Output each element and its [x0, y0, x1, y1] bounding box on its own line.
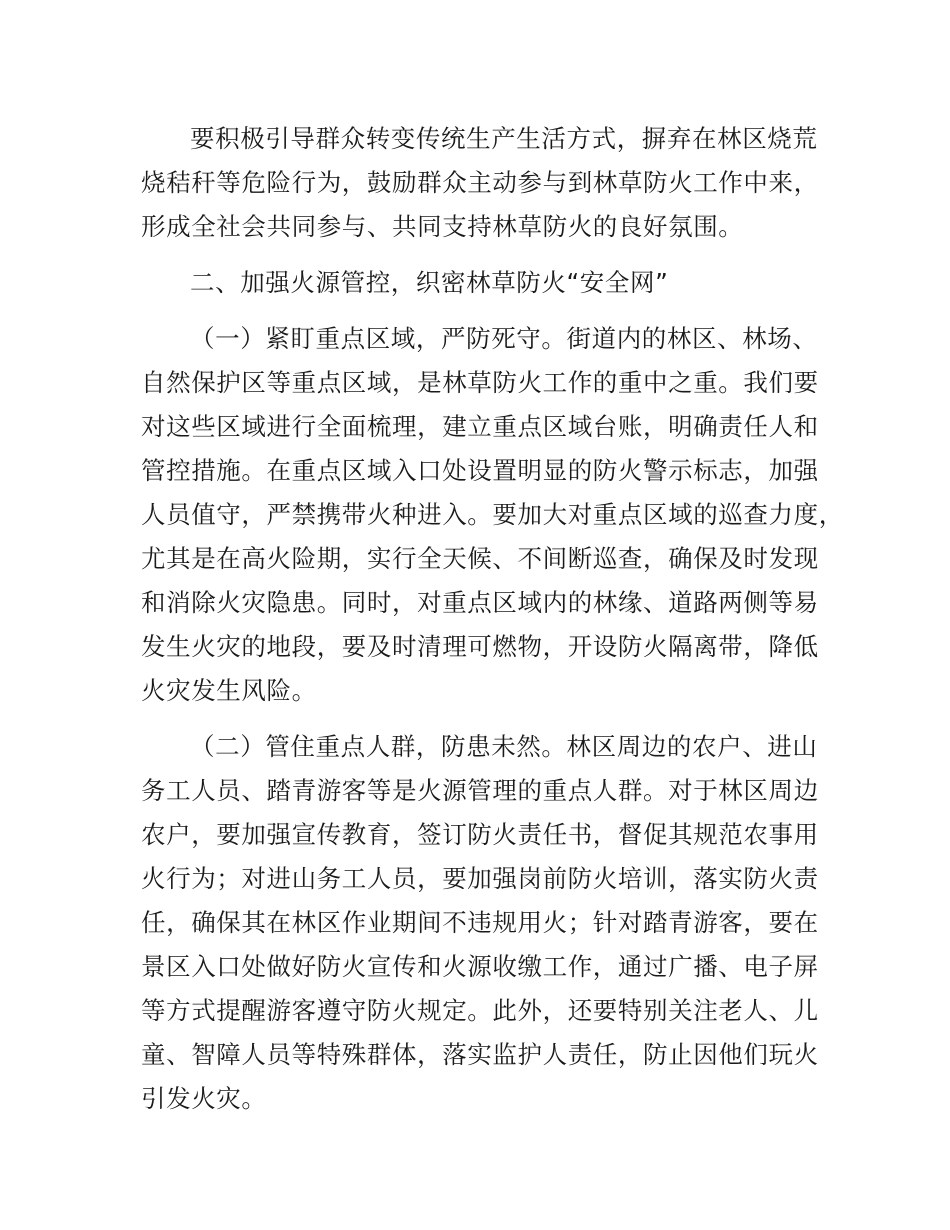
- text-line: 务工人员、踏青游客等是火源管理的重点人群。对于林区周边: [141, 776, 819, 805]
- text-line: 烧秸秆等危险行为，鼓励群众主动参与到林草防火工作中来，: [141, 168, 819, 197]
- text-line: 尤其是在高火险期，实行全天候、不间断巡查，确保及时发现: [141, 544, 819, 573]
- text-line: 自然保护区等重点区域，是林草防火工作的重中之重。我们要: [141, 368, 819, 397]
- paragraph-key-areas: [141, 317, 844, 713]
- text-line: 人员值守，严禁携带火种进入。要加大对重点区域的巡查力度，: [141, 500, 844, 529]
- paragraph-key-groups: [141, 725, 841, 1121]
- text-line: （一）紧盯重点区域，严防死守。街道内的林区、林场、: [190, 324, 818, 353]
- text-line: 引发火灾。: [141, 1084, 267, 1113]
- text-line: 发生火灾的地段，要及时清理可燃物，开设防火隔离带，降低: [141, 632, 819, 661]
- text-line: 童、智障人员等特殊群体，落实监护人责任，防止因他们玩火: [141, 1040, 819, 1069]
- text-line: 对这些区域进行全面梳理，建立重点区域台账，明确责任人和: [141, 412, 819, 441]
- section-heading: 二、加强火源管控，织密林草防火“安全网”: [190, 268, 669, 297]
- text-line: （二）管住重点人群，防患未然。林区周边的农户、进山: [190, 732, 818, 761]
- text-line: 景区入口处做好防火宣传和火源收缴工作，通过广播、电子屏: [141, 952, 819, 981]
- text-line: 等方式提醒游客遵守防火规定。此外，还要特别关注老人、儿: [141, 996, 819, 1025]
- text-line: 和消除火灾隐患。同时，对重点区域内的林缘、道路两侧等易: [141, 588, 819, 617]
- text-line: 要积极引导群众转变传统生产生活方式，摒弃在林区烧荒: [190, 124, 818, 153]
- text-line: 火灾发生风险。: [141, 676, 317, 705]
- text-line: 任，确保其在林区作业期间不违规用火；针对踏青游客，要在: [141, 908, 819, 937]
- text-line: 管控措施。在重点区域入口处设置明显的防火警示标志，加强: [141, 456, 819, 485]
- text-line: 形成全社会共同参与、共同支持林草防火的良好氛围。: [141, 212, 744, 241]
- document-body: [141, 117, 844, 1133]
- text-line: 火行为；对进山务工人员，要加强岗前防火培训，落实防火责: [141, 864, 819, 893]
- paragraph-guidance: [141, 117, 841, 249]
- text-line: 农户，要加强宣传教育，签订防火责任书，督促其规范农事用: [141, 820, 819, 849]
